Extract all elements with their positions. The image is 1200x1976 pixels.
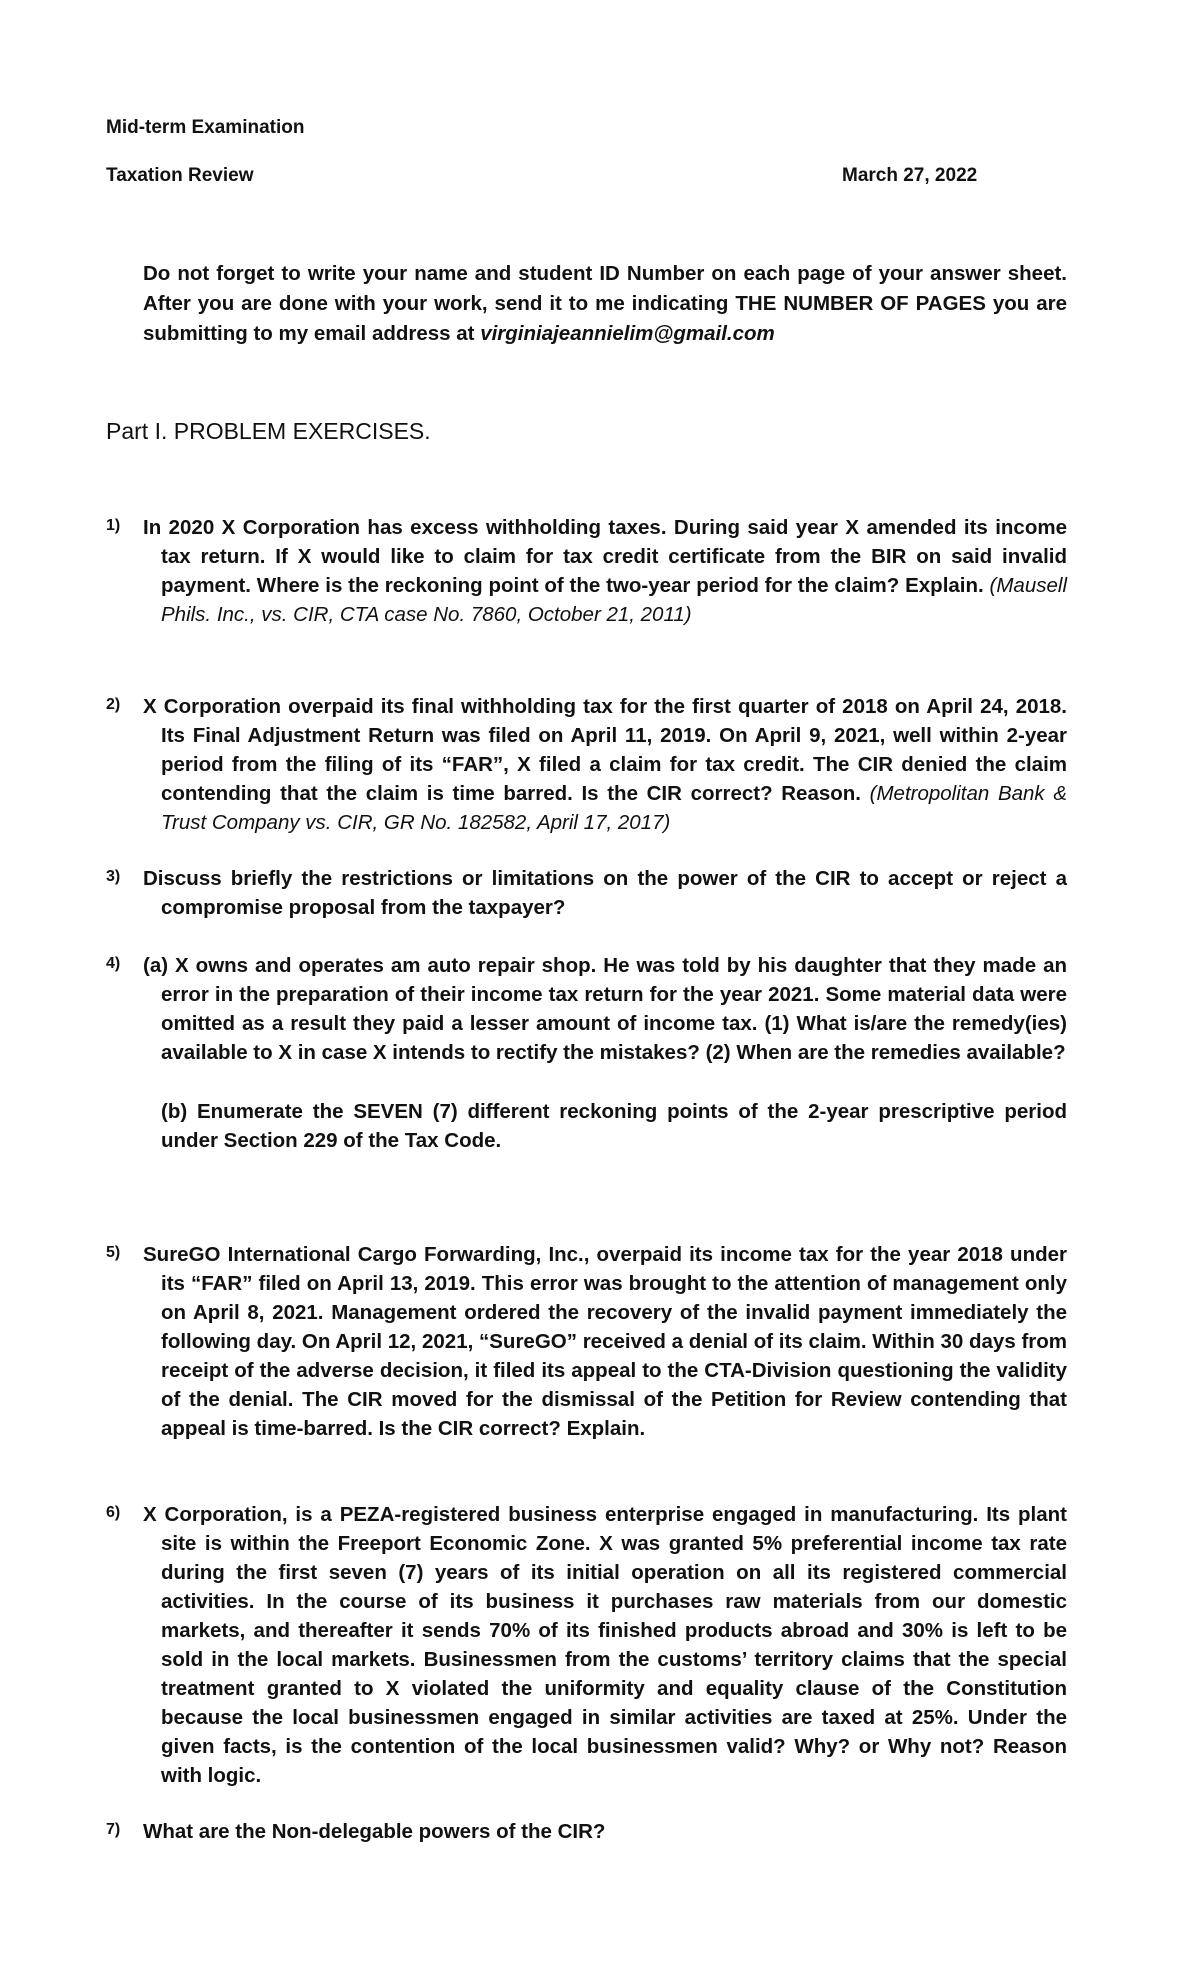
part-heading: Part I. PROBLEM EXERCISES. <box>106 418 431 444</box>
question-5 <box>106 1240 1067 1443</box>
question-number: 2) <box>106 696 121 713</box>
question-number: 4) <box>106 955 121 972</box>
question-number: 7) <box>106 1821 121 1838</box>
exam-date: March 27, 2022 <box>842 165 978 186</box>
instructions-text: Do not forget to write your name and student ID Number on each page of your answer sheet. After you are done with your work, send it to me indicating THE NUMBER OF PAGES you are submitting to my email address at <box>143 262 1067 345</box>
question-number: 1) <box>106 517 121 534</box>
course-name: Taxation Review <box>106 165 254 186</box>
question-text: Discuss briefly the restrictions or limitations on the power of the CIR to accept or reject a compromise proposal from the taxpayer? <box>143 867 1067 919</box>
question-4 <box>106 951 1067 1155</box>
question-text: X Corporation overpaid its final withholding tax for the first quarter of 2018 on April 24, 2018. Its Final Adjustment Return was filed on April 11, 2019. On April 9, 2021, well within 2-year period from the filing of its “FAR”, X filed a claim for tax credit. The CIR denied the claim contending that the claim is time barred. Is the CIR correct? Reason. (Metropolitan Bank & Trust Company vs. CIR, GR No. 182582, April 17, 2017) <box>143 695 1067 834</box>
question-text: In 2020 X Corporation has excess withholding taxes. During said year X amended its income tax return. If X would like to claim for tax credit certificate from the BIR on said invalid payment. Where is the reckoning point of the two-year period for the claim? Explain. (Mausell Phils. Inc., vs. CIR, CTA case No. 7860, October 21, 2011) <box>143 516 1067 626</box>
question-1 <box>106 513 1067 629</box>
question-6 <box>106 1500 1067 1790</box>
instructions <box>143 259 1067 349</box>
case-citation: (Mausell Phils. Inc., vs. CIR, CTA case No. 7860, October 21, 2011) <box>161 574 1067 626</box>
question-number: 3) <box>106 868 121 885</box>
question-text: What are the Non-delegable powers of the CIR? <box>143 1820 606 1843</box>
question-text: (a) X owns and operates am auto repair shop. He was told by his daughter that they made an error in the preparation of their income tax return for the year 2021. Some material data were omitted as a result they paid a lesser amount of income tax. (1) What is/are the remedy(ies) available to X in case X intends to rectify the mistakes? (2) When are the remedies available? <box>143 954 1067 1064</box>
question-text: SureGO International Cargo Forwarding, Inc., overpaid its income tax for the year 2018 under its “FAR” filed on April 13, 2019. This error was brought to the attention of management only on April 8, 2021. Management ordered the recovery of the invalid payment immediately the following day. On April 12, 2021, “SureGO” received a denial of its claim. Within 30 days from receipt of the adverse decision, it filed its appeal to the CTA-Division questioning the validity of the denial. The CIR moved for the dismissal of the Petition for Review contending that appeal is time-barred. Is the CIR correct? Explain. <box>143 1243 1067 1440</box>
question-3 <box>106 864 1067 922</box>
question-2 <box>106 692 1067 837</box>
case-citation: (Metropolitan Bank & Trust Company vs. CIR, GR No. 182582, April 17, 2017) <box>161 782 1067 834</box>
email-address: virginiajeannielim@gmail.com <box>480 322 775 345</box>
question-7 <box>106 1817 1067 1846</box>
question-number: 5) <box>106 1244 121 1261</box>
question-subpart-b: (b) Enumerate the SEVEN (7) different reckoning points of the 2-year prescriptive period under Section 229 of the Tax Code. <box>161 1100 1067 1152</box>
question-text: X Corporation, is a PEZA-registered business enterprise engaged in manufacturing. Its plant site is within the Freeport Economic Zone. X was granted 5% preferential income tax rate during the first seven (7) years of its initial operation on all its registered commercial activities. In the course of its business it purchases raw materials from our domestic markets, and thereafter it sends 70% of its finished products abroad and 30% is left to be sold in the local markets. Businessmen from the customs’ territory claims that the special treatment granted to X violated the uniformity and equality clause of the Constitution because the local businessmen engaged in similar activities are taxed at 25%. Under the given facts, is the contention of the local businessmen valid? Why? or Why not? Reason with logic. <box>143 1503 1067 1787</box>
exam-title: Mid-term Examination <box>106 117 305 138</box>
question-number: 6) <box>106 1504 121 1521</box>
